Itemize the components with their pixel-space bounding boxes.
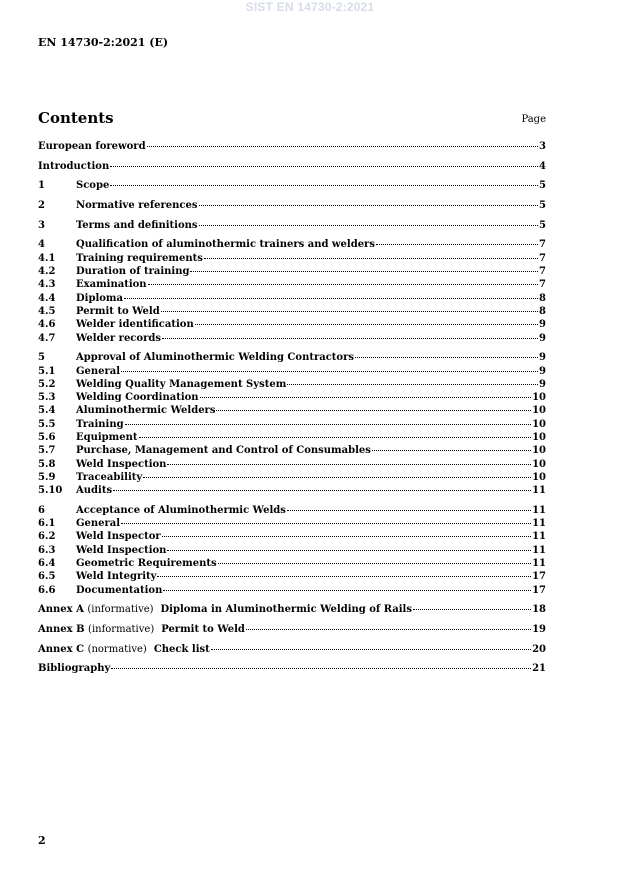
toc-entry-number: 5.8 [38,458,56,470]
toc-entry-number: 4.3 [38,279,56,291]
annex-qualifier: (normative) [87,643,147,655]
toc-entry-title [76,530,161,543]
toc-entry-page: 11 [532,485,546,497]
dot-leader [143,477,531,478]
toc-entry-page: 7 [539,279,546,291]
toc-entry-number: 5.9 [38,471,56,483]
toc-entry[interactable] [38,292,546,305]
toc-entry-page: 9 [539,365,546,377]
toc-entry-title [76,484,112,497]
toc-entry-number: 4.5 [38,305,56,317]
toc-entry-title-text: Welding Quality Management System [76,378,287,390]
toc-entry-title [76,365,120,378]
toc-entry-title [76,504,286,517]
dot-leader [190,271,538,272]
toc-entry-page: 17 [532,571,546,583]
dot-leader [111,668,531,669]
toc-entry[interactable] [38,238,546,251]
toc-entry-title [76,305,160,318]
toc-entry-title [76,570,156,583]
toc-entry-title [76,444,371,457]
dot-leader [211,649,531,650]
toc-entry[interactable] [38,603,546,616]
toc-entry-title [76,517,120,530]
toc-entry-title [76,404,215,417]
toc-entry-page: 7 [539,266,546,278]
toc-entry-title [76,219,198,232]
dot-leader [147,146,538,147]
toc-entry[interactable] [38,391,546,404]
toc-entry[interactable] [38,351,546,364]
dot-leader [199,205,539,206]
toc-entry-title [76,431,138,444]
annex-subtitle: Permit to Weld [161,624,245,636]
toc-entry[interactable] [38,504,546,517]
toc-entry-title-text: Welding Coordination [76,392,199,404]
table-of-contents [38,140,546,676]
toc-entry[interactable] [38,332,546,345]
toc-entry-title-text: Permit to Weld [76,305,160,317]
toc-entry-number: 2 [38,200,45,212]
annex-subtitle: Check list [153,643,210,655]
toc-entry-title [76,471,142,484]
dot-leader [125,424,531,425]
toc-entry-number: 4.2 [38,266,56,278]
toc-entry-title-text: Traceability [76,471,143,483]
dot-leader [157,576,531,577]
toc-entry[interactable] [38,431,546,444]
toc-entry-title-text: Geometric Requirements [76,558,217,570]
toc-entry-number: 5.5 [38,418,56,430]
toc-entry-page: 11 [532,531,546,543]
toc-entry-number: 6.2 [38,531,56,543]
toc-entry-page: 11 [532,518,546,530]
toc-entry-title-text: Purchase, Management and Control of Consumables [76,445,371,457]
toc-entry-title-text: Annex C [38,643,85,655]
toc-entry-title [76,199,198,212]
document-id: EN 14730-2:2021 (E) [38,36,169,49]
toc-entry-number: 5 [38,352,45,364]
toc-entry[interactable] [38,140,546,153]
toc-entry[interactable] [38,444,546,457]
toc-entry[interactable] [38,458,546,471]
toc-entry-number: 4.7 [38,332,56,344]
toc-entry-title [76,252,203,265]
toc-entry-title [38,643,210,656]
toc-entry-title [76,378,286,391]
toc-entry-page: 7 [539,239,546,251]
toc-entry-title-text: Introduction [38,160,110,172]
dot-leader [204,258,538,259]
toc-entry-number: 5.10 [38,485,63,497]
annex-qualifier: (informative) [88,624,155,636]
toc-entry[interactable] [38,219,546,232]
toc-entry-page: 10 [532,431,546,443]
toc-entry-page: 11 [532,504,546,516]
dot-leader [372,450,531,451]
toc-entry-title-text: Audits [76,485,113,497]
toc-entry-number: 6.4 [38,558,56,570]
toc-entry-number: 4.1 [38,252,56,264]
toc-entry-number: 5.2 [38,378,56,390]
toc-entry-number: 6.6 [38,584,56,596]
toc-entry-page: 9 [539,332,546,344]
toc-entry-title [76,332,161,345]
toc-entry-page: 10 [532,405,546,417]
toc-entry-number: 6.5 [38,571,56,583]
toc-entry-title [76,584,162,597]
toc-entry[interactable] [38,160,546,173]
toc-entry-number: 5.4 [38,405,56,417]
contents-title: Contents [38,109,114,127]
toc-entry-title-text: Weld Inspection [76,544,167,556]
toc-entry[interactable] [38,484,546,497]
toc-entry[interactable] [38,365,546,378]
toc-entry-page: 5 [539,219,546,231]
toc-entry-title [76,278,147,291]
toc-entry-number: 5.1 [38,365,56,377]
toc-entry-number: 6 [38,504,45,516]
toc-entry-page: 8 [539,305,546,317]
toc-entry-title-text: Training [76,418,124,430]
toc-entry-title-text: Welder identification [76,319,194,331]
toc-entry-title [76,391,199,404]
toc-entry-page: 4 [539,160,546,172]
toc-entry-title-text: Normative references [76,200,198,212]
toc-entry[interactable] [38,517,546,530]
toc-entry-title [76,238,375,251]
toc-entry-title [38,160,109,173]
toc-entry[interactable] [38,544,546,557]
toc-entry[interactable] [38,305,546,318]
annex-subtitle: Diploma in Aluminothermic Welding of Rails [160,604,412,616]
page-number: 2 [38,834,46,847]
toc-entry-number: 6.1 [38,518,56,530]
toc-entry-number: 1 [38,180,45,192]
toc-entry-title [76,265,189,278]
dot-leader [287,510,531,511]
toc-entry-title-text: Equipment [76,431,138,443]
toc-entry[interactable] [38,265,546,278]
toc-entry[interactable] [38,179,546,192]
toc-entry-title-text: Bibliography [38,663,111,675]
dot-leader [216,410,531,411]
toc-entry[interactable] [38,318,546,331]
dot-leader [163,590,531,591]
toc-entry-title-text: Duration of training [76,266,190,278]
dot-leader [110,166,538,167]
toc-entry-number: 3 [38,219,45,231]
dot-leader [167,464,531,465]
toc-entry-page: 10 [532,418,546,430]
dot-leader [355,357,538,358]
dot-leader [121,523,531,524]
toc-entry-page: 10 [532,445,546,457]
toc-entry-title-text: Weld Integrity [76,571,157,583]
dot-leader [413,609,531,610]
page-column-label: Page [521,114,546,125]
toc-entry-page: 19 [532,624,546,636]
toc-entry-title [76,351,354,364]
toc-entry-page: 9 [539,378,546,390]
toc-entry-number: 4.6 [38,319,56,331]
toc-entry-title-text: Weld Inspector [76,531,161,543]
toc-entry-page: 9 [539,319,546,331]
toc-entry-title-text: General [76,365,121,377]
toc-entry-page: 18 [532,604,546,616]
toc-entry-page: 5 [539,200,546,212]
dot-leader [148,284,538,285]
toc-entry-title [76,292,123,305]
toc-entry-title-text: General [76,518,121,530]
toc-entry-number: 5.6 [38,431,56,443]
toc-entry-title [38,662,110,675]
toc-entry-title-text: Examination [76,279,147,291]
toc-entry-title-text: Approval of Aluminothermic Welding Contractors [76,352,354,364]
toc-entry[interactable] [38,570,546,583]
toc-entry-title-text: Acceptance of Aluminothermic Welds [76,504,286,516]
toc-entry-title [38,140,146,153]
toc-entry[interactable] [38,418,546,431]
toc-entry-page: 21 [532,663,546,675]
toc-entry-title [76,318,194,331]
toc-entry[interactable] [38,662,546,675]
toc-entry-page: 10 [532,392,546,404]
toc-entry-title-text: European foreword [38,141,146,152]
toc-entry-title [76,557,217,570]
dot-leader [167,550,531,551]
dot-leader [246,629,531,630]
toc-entry-number: 5.3 [38,392,56,404]
toc-entry-title [38,623,245,636]
dot-leader [121,371,538,372]
toc-entry-number: 4 [38,239,45,251]
dot-leader [376,244,538,245]
toc-entry-title-text: Aluminothermic Welders [76,405,216,417]
toc-entry-title [76,179,109,192]
toc-entry-title [38,603,412,616]
dot-leader [199,225,539,226]
toc-entry[interactable] [38,199,546,212]
toc-entry-page: 17 [532,584,546,596]
toc-entry-title-text: Weld Inspection [76,458,167,470]
toc-entry[interactable] [38,278,546,291]
dot-leader [124,298,538,299]
dot-leader [218,563,531,564]
toc-entry-title-text: Scope [76,180,110,192]
dot-leader [162,338,538,339]
toc-entry-page: 10 [532,458,546,470]
dot-leader [287,384,538,385]
toc-entry-page: 5 [539,180,546,192]
toc-entry-title-text: Qualification of aluminothermic trainers and welders [76,239,375,251]
watermark: SIST EN 14730-2:2021 [245,0,375,14]
toc-entry-title [76,544,166,557]
toc-entry[interactable] [38,471,546,484]
toc-entry-title-text: Terms and definitions [76,219,198,231]
dot-leader [161,311,538,312]
toc-entry-title [76,418,124,431]
toc-entry[interactable] [38,643,546,656]
dot-leader [110,185,538,186]
toc-entry[interactable] [38,557,546,570]
dot-leader [195,324,538,325]
toc-entry[interactable] [38,378,546,391]
toc-entry[interactable] [38,404,546,417]
dot-leader [139,437,532,438]
dot-leader [200,397,532,398]
toc-entry-page: 3 [539,141,546,152]
toc-entry-number: 4.4 [38,292,56,304]
toc-entry-page: 20 [532,643,546,655]
toc-entry-title-text: Documentation [76,584,163,596]
dot-leader [162,536,531,537]
toc-entry[interactable] [38,584,546,597]
toc-entry-number: 6.3 [38,544,56,556]
toc-entry-page: 7 [539,252,546,264]
dot-leader [113,490,531,491]
toc-entry-page: 11 [532,544,546,556]
toc-entry-page: 11 [532,558,546,570]
toc-entry[interactable] [38,252,546,265]
toc-entry-title-text: Training requirements [76,252,203,264]
toc-entry-title-text: Annex A [38,604,84,616]
toc-entry[interactable] [38,530,546,543]
toc-entry[interactable] [38,623,546,636]
annex-qualifier: (informative) [87,604,154,616]
toc-entry-page: 10 [532,471,546,483]
toc-entry-page: 8 [539,292,546,304]
toc-entry-page: 9 [539,352,546,364]
toc-entry-title [76,458,166,471]
toc-entry-number: 5.7 [38,445,56,457]
toc-entry-title-text: Welder records [76,332,161,344]
toc-entry-title-text: Annex B [38,624,85,636]
toc-entry-title-text: Diploma [76,292,123,304]
